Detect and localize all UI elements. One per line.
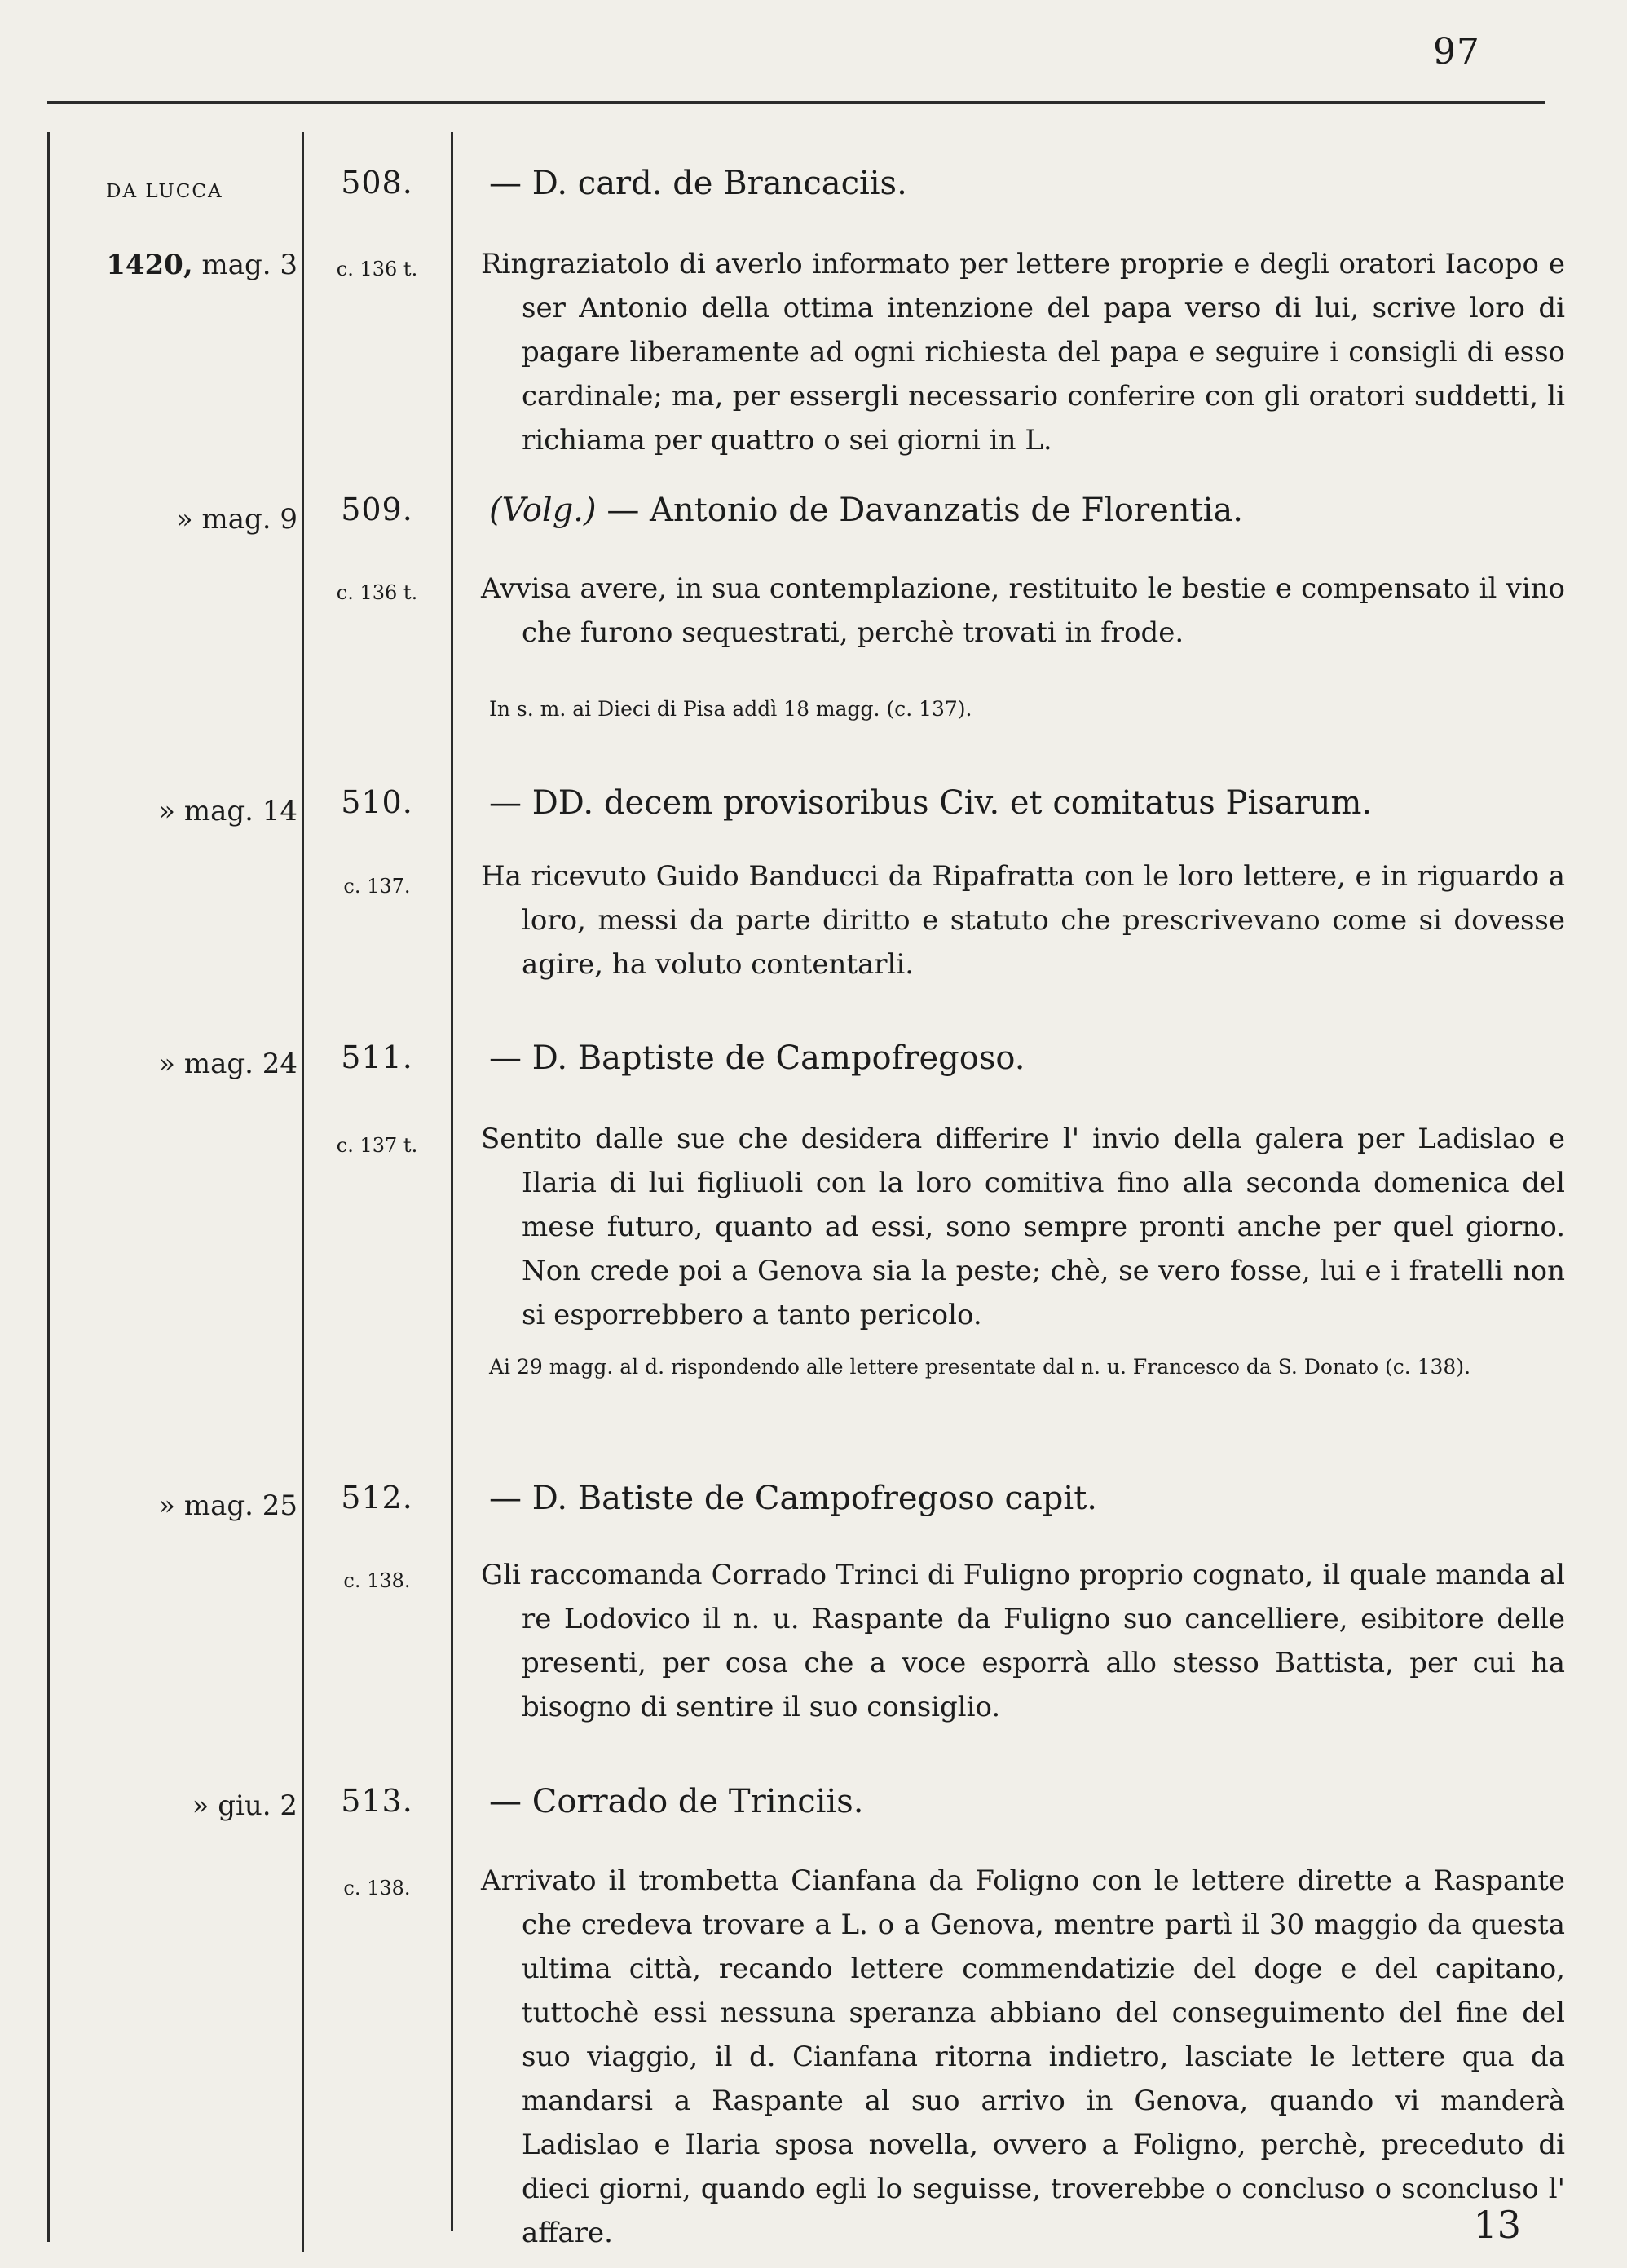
entry-title-prefix: (Volg.) <box>489 492 597 529</box>
entry-title <box>489 492 1565 529</box>
entry-body <box>481 1117 1565 1337</box>
entry-body <box>481 567 1565 655</box>
entry-body-text: Ringraziatolo di averlo informato per lettere proprie e degli oratori Iacopo e ser Antonio della ottima intenzione del papa verso di lui, scrive loro di pagare liberamente ad ogni richiesta del papa e seguire i consigli di esso cardinale; ma, per essergli necessario conferire con gli oratori suddetti, li richiama per quattro o sei giorni in L. <box>481 248 1565 457</box>
entry-title: — D. Batiste de Campofregoso capit. <box>489 1480 1097 1517</box>
page-number: 97 <box>1433 31 1480 73</box>
header-rule <box>47 101 1545 104</box>
entry-number: 508. <box>341 165 413 201</box>
entry-date: » mag. 9 <box>175 503 298 536</box>
entry-number: 511. <box>341 1039 413 1075</box>
entry-folio: c. 137 t. <box>336 1134 418 1157</box>
entry-note <box>489 1349 1573 1385</box>
entry-body-text: Avvisa avere, in sua contemplazione, restituito le bestie e compensato il vino che furono sequestrati, perchè trovati in frode. <box>481 572 1565 649</box>
entry-body-text: Arrivato il trombetta Cianfana da Foligno con le lettere dirette a Raspante che credeva trovare a L. o a Genova, mentre partì il 30 maggio da questa ultima città, recando lettere commendatizie del doge e del capitano, tuttochè essi nessuna speranza abbiano del conseguimento del fine del suo viaggio, il d. Cianfana ritorna indietro, lasciate le lettere qua da mandarsi a Raspante al suo arrivo in Genova, quando vi manderà Ladislao e Ilaria sposa novella, ovvero a Foligno, perchè, preceduto di dieci giorni, quando egli lo seguisse, troverebbe o concluso o sconcluso l' affare. <box>481 1864 1565 2249</box>
entry-number: 513. <box>341 1783 413 1819</box>
entry-note <box>489 691 1573 727</box>
entry-title: — Corrado de Trinciis. <box>489 1783 864 1820</box>
left-margin-rule <box>47 132 50 2242</box>
entry-note-text: Ai 29 magg. al d. rispondendo alle lettere presentate dal n. u. Francesco da S. Donato (c. 138). <box>489 1355 1471 1379</box>
entry-date: » mag. 24 <box>158 1048 298 1080</box>
entry-folio: c. 136 t. <box>336 258 418 280</box>
entry-year: 1420, <box>106 249 193 281</box>
entry-note-text: In s. m. ai Dieci di Pisa addì 18 magg. (c. 137). <box>489 697 972 721</box>
entry-body <box>481 242 1565 462</box>
entry-date: » mag. 14 <box>158 795 298 827</box>
column-header-origin: DA LUCCA <box>106 181 223 202</box>
date-column-rule <box>302 132 304 2252</box>
entry-body <box>481 1859 1565 2255</box>
entry-folio: c. 138. <box>343 1569 411 1592</box>
entry-body-text: Sentito dalle sue che desidera differire l' invio della galera per Ladislao e Ilaria di lui figliuoli con la loro comitiva fino alla seconda domenica del mese futuro, quanto ad essi, sono sempre pronti anche per quel giorno. Non crede poi a Genova sia la peste; chè, se vero fosse, lui e i fratelli non si esporrebbero a tanto pericolo. <box>481 1123 1565 1331</box>
entry-number: 509. <box>341 492 413 527</box>
entry-date: » mag. 25 <box>158 1489 298 1522</box>
entry-date: » giu. 2 <box>192 1789 298 1822</box>
entry-date <box>57 249 298 281</box>
entry-title: — D. card. de Brancaciis. <box>489 165 907 202</box>
signature-mark: 13 <box>1473 2203 1521 2247</box>
entry-body-text: Ha ricevuto Guido Banducci da Ripafratta con le loro lettere, e in riguardo a loro, messi da parte diritto e statuto che prescrivevano come si dovesse agire, ha voluto contentarli. <box>481 860 1565 981</box>
entry-folio: c. 138. <box>343 1877 411 1900</box>
entry-body <box>481 854 1565 986</box>
entry-body <box>481 1553 1565 1729</box>
entry-title-text: — Antonio de Davanzatis de Florentia. <box>606 492 1243 529</box>
entry-folio: c. 136 t. <box>336 581 418 604</box>
entry-number: 510. <box>341 784 413 820</box>
entry-folio: c. 137. <box>343 875 411 898</box>
number-column-rule <box>451 132 453 2231</box>
entry-number: 512. <box>341 1480 413 1516</box>
entry-body-text: Gli raccomanda Corrado Trinci di Fuligno proprio cognato, il quale manda al re Lodovico il n. u. Raspante da Fuligno suo cancelliere, esibitore delle presenti, per cosa che a voce esporrà allo stesso Battista, per cui ha bisogno di sentire il suo consiglio. <box>481 1559 1565 1723</box>
entry-date-value: mag. 3 <box>201 249 298 281</box>
entry-title: — D. Baptiste de Campofregoso. <box>489 1039 1025 1077</box>
entry-title: — DD. decem provisoribus Civ. et comitatus Pisarum. <box>489 784 1373 822</box>
